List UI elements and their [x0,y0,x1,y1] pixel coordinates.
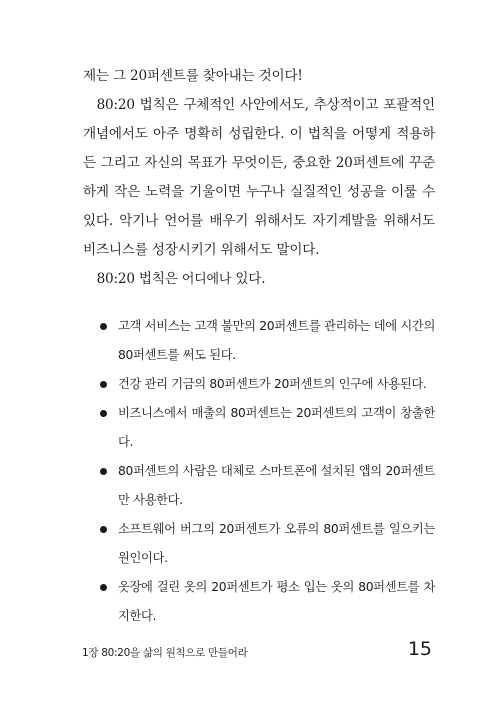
bullet-text: 비즈니스에서 매출의 80퍼센트는 20퍼센트의 고객이 창출한다. [118,406,435,449]
paragraph-2: 80:20 법칙은 구체적인 사안에서도, 추상적이고 포괄적인 개념에서도 아주 명확히 성립한다. 이 법칙을 어떻게 적용하든 그리고 자신의 목표가 무엇이든, 중요한 20퍼센트에 꾸준하게 작은 노력을 기울이면 누구나 실질적인 성공을 이룰 수 있다. 악기나 언어를 배우기 위해서도 자기계발을 위해서도 비즈니스를 성장시키기 위해서도 말이다. [83,97,435,258]
bullet-icon [100,468,107,475]
bullet-item [100,515,435,573]
paragraph-3 [83,265,435,294]
bullet-item [100,312,435,370]
paragraph-3-suffix: 있다. [231,271,266,287]
paragraph-3-emphasis: 어디에나 [181,272,232,287]
bullet-list [100,312,435,631]
bullet-text: 건강 관리 기금의 80퍼센트가 20퍼센트의 인구에 사용된다. [118,377,427,391]
paragraph-1: 제는 그 20퍼센트를 찾아내는 것이다! [83,68,303,84]
bullet-text: 옷장에 걸린 옷의 20퍼센트가 평소 입는 옷의 80퍼센트를 차지한다. [118,580,435,623]
bullet-text: 고객 서비스는 고객 불만의 20퍼센트를 관리하는 데에 시간의 80퍼센트를 써도 된다. [118,319,435,362]
bullet-icon [100,410,107,417]
page-number: 15 [407,638,432,660]
bullet-item [100,457,435,515]
bullet-text: 소프트웨어 버그의 20퍼센트가 오류의 80퍼센트를 일으키는 원인이다. [118,522,435,565]
paragraph-3-prefix: 80:20 법칙은 [96,271,182,287]
bullet-icon [100,584,107,591]
bullet-icon [100,323,107,330]
body-text [83,62,435,294]
running-footer-chapter-title: 1장 80:20을 삶의 원칙으로 만들어라 [82,647,248,659]
bullet-item [100,370,435,399]
bullet-text: 80퍼센트의 사람은 대체로 스마트폰에 설치된 앱의 20퍼센트만 사용한다. [118,464,435,507]
bullet-item [100,573,435,631]
bullet-icon [100,526,107,533]
bullet-item [100,399,435,457]
bullet-icon [100,381,107,388]
